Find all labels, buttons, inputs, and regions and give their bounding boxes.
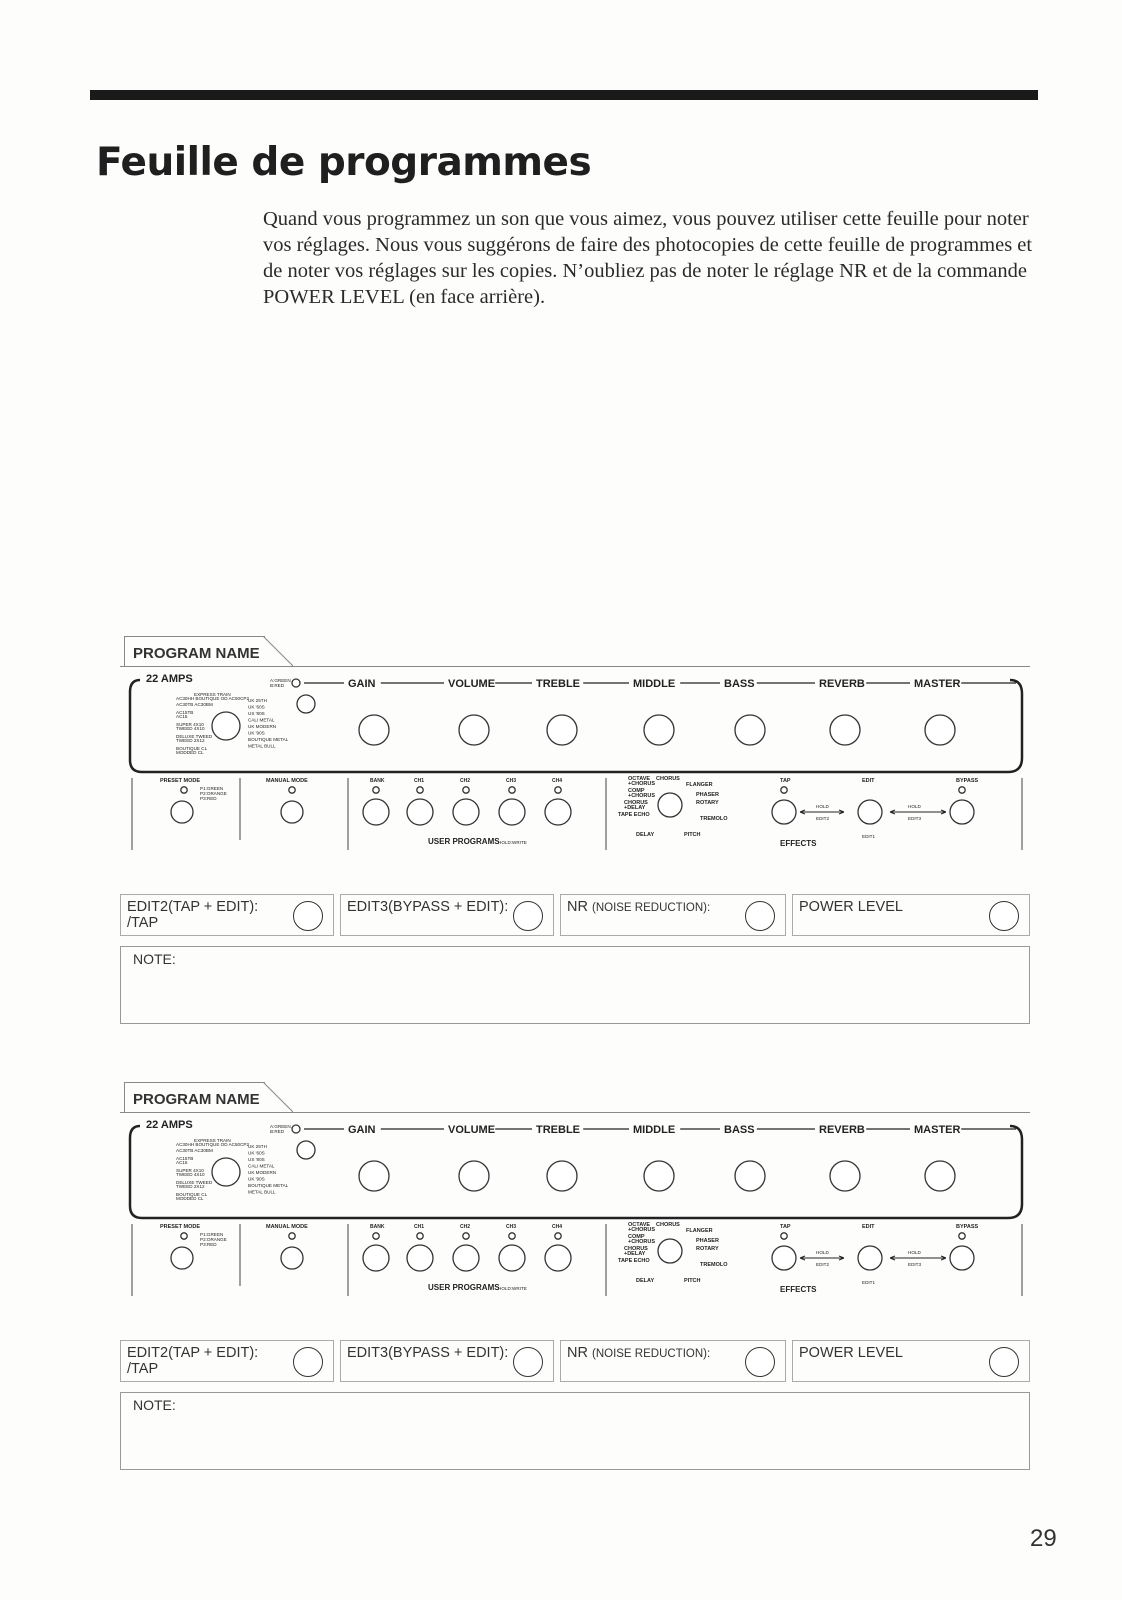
power-level-field[interactable] (792, 894, 1030, 936)
edit2-label: EDIT2(TAP + EDIT): (127, 899, 259, 915)
note-label: NOTE: (133, 1397, 176, 1413)
channel-led (555, 787, 561, 793)
footswitch-ch4 (545, 1245, 571, 1271)
amp-name-right: BOUTIQUE METAL (248, 737, 289, 742)
page-title: Feuille de programmes (96, 140, 592, 185)
effect-name-right: FLANGER (686, 1228, 713, 1234)
hold-write-label: HOLD:WRITE (498, 1286, 527, 1291)
edit2-label: EDIT2(TAP + EDIT): (127, 1345, 259, 1361)
nr-knob (745, 901, 775, 931)
amp-panel-diagram (120, 670, 1030, 890)
bypass-led (959, 787, 965, 793)
amp-name-left: AC15TB (176, 1156, 194, 1161)
edit2-field[interactable] (120, 894, 334, 936)
amp-name-right: UK '90S (248, 730, 265, 736)
channel-led (509, 787, 515, 793)
edit2-knob (293, 1347, 323, 1377)
footswitch-ch1 (407, 799, 433, 825)
channel-led (292, 679, 300, 687)
knob-label: MASTER (914, 678, 961, 690)
edit3-field[interactable] (340, 1340, 554, 1382)
top-rule (90, 90, 1038, 100)
knob-volume (459, 1161, 489, 1191)
knob-label: REVERB (819, 1124, 865, 1136)
amp-name-right: CALI METAL (248, 717, 275, 723)
effect-name-left: +DELAY (624, 1251, 646, 1257)
knob-master (925, 715, 955, 745)
effect-name-left: +DELAY (624, 805, 646, 811)
channel-label: CH3 (506, 1224, 517, 1230)
amp-small-knob (297, 695, 315, 713)
knob-label: GAIN (348, 1124, 376, 1136)
edit3-knob (513, 901, 543, 931)
channel-label: CH1 (414, 1224, 425, 1230)
channel-led (417, 1233, 423, 1239)
effect-name-left: CHORUS (624, 800, 648, 806)
program-sheet-1 (120, 636, 1030, 1036)
edit2-label: EDIT2 (816, 816, 830, 821)
footswitch-bank (363, 1245, 389, 1271)
amp-name-left: BOUTIQUE CL (176, 1192, 208, 1197)
channel-label: BANK (370, 778, 385, 784)
bypass-label: BYPASS (956, 778, 979, 784)
knob-label: BASS (724, 1124, 755, 1136)
knob-gain (359, 1161, 389, 1191)
knob-gain (359, 715, 389, 745)
effects-selector-knob (658, 793, 682, 817)
knob-middle (644, 715, 674, 745)
edit3-label: EDIT3(BYPASS + EDIT): (347, 899, 509, 915)
program-name-label: PROGRAM NAME (133, 1091, 260, 1108)
settings-fields (120, 894, 1030, 938)
channel-label: CH1 (414, 778, 425, 784)
tap-led (781, 787, 787, 793)
effect-name-right: ROTARY (696, 1246, 719, 1252)
amp-name-left: AC30TB AC30BM (176, 1148, 213, 1153)
amp-name-left: AC15TB (176, 710, 194, 715)
power-level-field[interactable] (792, 1340, 1030, 1382)
settings-fields (120, 1340, 1030, 1384)
edit3-knob (513, 1347, 543, 1377)
footswitch-bank (363, 799, 389, 825)
channel-led (463, 787, 469, 793)
edit-label: EDIT (862, 1224, 875, 1230)
channel-label: CH4 (552, 1224, 563, 1230)
channel-label: BANK (370, 1224, 385, 1230)
hold-arrow (800, 810, 844, 814)
edit2-sublabel: /TAP (127, 915, 159, 931)
power-level-label: POWER LEVEL (799, 899, 903, 915)
user-programs-label: USER PROGRAMS (428, 837, 500, 846)
program-name-tab (124, 1082, 265, 1113)
manual-mode-switch (281, 801, 303, 823)
effect-name-right: FLANGER (686, 782, 713, 788)
amp-name-right: BOUTIQUE METAL (248, 1183, 289, 1188)
channel-led (292, 1125, 300, 1133)
effect-name-right: PHASER (696, 792, 719, 798)
knob-middle (644, 1161, 674, 1191)
amp-name-right: UK '90S (248, 1176, 265, 1182)
knob-volume (459, 715, 489, 745)
preset-led (181, 1233, 187, 1239)
knob-label: REVERB (819, 678, 865, 690)
knob-label: TREBLE (536, 678, 580, 690)
hold-arrow (890, 810, 946, 814)
edit-label: EDIT (862, 778, 875, 784)
edit3-field[interactable] (340, 894, 554, 936)
amp-name-right: UK MODERN (248, 724, 277, 729)
channel-led (509, 1233, 515, 1239)
effect-name-right: ROTARY (696, 800, 719, 806)
hold-write-label: HOLD:WRITE (498, 840, 527, 845)
footswitch-ch3 (499, 1245, 525, 1271)
channel-led (373, 1233, 379, 1239)
effect-name-right: CHORUS (656, 1222, 680, 1228)
nr-sublabel: (NOISE REDUCTION): (591, 902, 711, 914)
channel-label: CH4 (552, 778, 563, 784)
footswitch-ch2 (453, 1245, 479, 1271)
footswitch-ch2 (453, 799, 479, 825)
knob-reverb (830, 715, 860, 745)
knob-label: MASTER (914, 1124, 961, 1136)
amp-name-left: EXPRESS TRAIN (194, 1138, 231, 1143)
effect-name-right: TREMOLO (700, 1262, 728, 1268)
amp-name-left: TWEED 4X10 (176, 1172, 205, 1177)
effect-name-left: TAPE ECHO (618, 812, 650, 818)
amp-name-left: SUPER 4X10 (176, 722, 204, 727)
intro-paragraph: Quand vous programmez un son que vous aimez, vous pouvez utiliser cette feuille pour noter vos réglages. Nous vous suggérons de faire des photocopies de cette feuille de programmes et de noter vos réglages sur les copies. N’oubliez pas de noter le réglage NR et de la commande POWER LEVEL (en face arrière). (263, 208, 1033, 308)
bypass-label: BYPASS (956, 1224, 979, 1230)
preset-mode-label: PRESET MODE (160, 778, 201, 784)
bypass-led (959, 1233, 965, 1239)
footswitch-ch3 (499, 799, 525, 825)
nr-label: NR (567, 1345, 588, 1361)
effect-name-right: TREMOLO (700, 816, 728, 822)
manual-mode-label: MANUAL MODE (266, 778, 308, 784)
effect-name-left: TAPE ECHO (618, 1258, 650, 1264)
edit2-field[interactable] (120, 1340, 334, 1382)
amp-name-left: MODDED CL (176, 750, 204, 755)
amp-name-left: AC30HH BOUTIQUE OD AC50CP2 (176, 696, 250, 701)
amp-name-right: UK MODERN (248, 1170, 277, 1175)
preset-mode-switch (171, 801, 193, 823)
effects-label: EFFECTS (780, 1285, 817, 1294)
amp-name-left: BOUTIQUE CL (176, 746, 208, 751)
amp-name-right: US '80S (248, 1157, 265, 1162)
edit2-knob (293, 901, 323, 931)
program-name-line (120, 666, 1030, 667)
edit1-label: EDIT1 (862, 834, 876, 839)
amp-name-left: AC15 (176, 1160, 188, 1165)
knob-label: TREBLE (536, 1124, 580, 1136)
knob-label: MIDDLE (633, 1124, 676, 1136)
nr-knob (745, 1347, 775, 1377)
channel-led (555, 1233, 561, 1239)
effect-name-left: DELAY (636, 832, 655, 838)
edit3-label: EDIT3 (908, 1262, 922, 1267)
knob-label: GAIN (348, 678, 376, 690)
amp-name-left: MODDED CL (176, 1196, 204, 1201)
amps-title: 22 AMPS (146, 1119, 193, 1131)
preset-color-label: P1:GREEN (200, 786, 224, 791)
knob-treble (547, 1161, 577, 1191)
power-level-knob (989, 901, 1019, 931)
knob-treble (547, 715, 577, 745)
amp-name-left: AC15 (176, 714, 188, 719)
preset-color-label: P1:GREEN (200, 1232, 224, 1237)
hold-arrow (890, 1256, 946, 1260)
amp-name-right: US '80S (248, 711, 265, 716)
led-color-label: B:RED (270, 683, 285, 688)
amp-name-left: AC30HH BOUTIQUE OD AC50CP2 (176, 1142, 250, 1147)
amp-name-left: DELUXE TWEED (176, 734, 213, 739)
edit1-label: EDIT1 (862, 1280, 876, 1285)
amp-name-right: CALI METAL (248, 1163, 275, 1169)
hold-label: HOLD (816, 804, 829, 809)
preset-led (181, 787, 187, 793)
edit3-label: EDIT3 (908, 816, 922, 821)
effect-name-left: OCTAVE (628, 776, 651, 782)
tap-led (781, 1233, 787, 1239)
led-color-label: B:RED (270, 1129, 285, 1134)
note-field[interactable] (120, 946, 1030, 1024)
effect-name-left: CHORUS (624, 1246, 648, 1252)
knob-label: VOLUME (448, 1124, 496, 1136)
knob-reverb (830, 1161, 860, 1191)
knob-label: MIDDLE (633, 678, 676, 690)
note-field[interactable] (120, 1392, 1030, 1470)
channel-led (463, 1233, 469, 1239)
note-label: NOTE: (133, 951, 176, 967)
manual-mode-switch (281, 1247, 303, 1269)
channel-led (373, 787, 379, 793)
tap-label: TAP (780, 778, 791, 784)
nr-sublabel: (NOISE REDUCTION): (591, 1348, 711, 1360)
nr-field[interactable] (560, 1340, 786, 1382)
effect-name-right: PITCH (684, 832, 701, 838)
effects-selector-knob (658, 1239, 682, 1263)
amp-name-left: TWEED 2X12 (176, 1184, 205, 1189)
knob-label: BASS (724, 678, 755, 690)
led-color-label: A:GREEN (270, 678, 291, 683)
amp-name-left: TWEED 2X12 (176, 738, 205, 743)
led-color-label: A:GREEN (270, 1124, 291, 1129)
amp-name-left: TWEED 4X10 (176, 726, 205, 731)
knob-bass (735, 715, 765, 745)
tap-footswitch (772, 800, 796, 824)
amp-panel-diagram (120, 1116, 1030, 1336)
knob-label: VOLUME (448, 678, 496, 690)
effects-label: EFFECTS (780, 839, 817, 848)
amp-name-left: AC30TB AC30BM (176, 702, 213, 707)
preset-mode-switch (171, 1247, 193, 1269)
nr-field[interactable] (560, 894, 786, 936)
amp-name-right: UK '60S (248, 1150, 265, 1156)
amp-name-right: UK '60S (248, 704, 265, 710)
program-sheet-2 (120, 1082, 1030, 1482)
knob-bass (735, 1161, 765, 1191)
program-name-line (120, 1112, 1030, 1113)
edit-footswitch (858, 1246, 882, 1270)
channel-led (417, 787, 423, 793)
effect-name-right: CHORUS (656, 776, 680, 782)
program-name-label: PROGRAM NAME (133, 645, 260, 662)
footswitch-ch1 (407, 1245, 433, 1271)
effect-name-right: PHASER (696, 1238, 719, 1244)
amps-title: 22 AMPS (146, 673, 193, 685)
page-number: 29 (1030, 1525, 1057, 1552)
effect-name-left: +CHORUS (628, 781, 656, 787)
edit2-label: EDIT2 (816, 1262, 830, 1267)
manual-mode-label: MANUAL MODE (266, 1224, 308, 1230)
hold-label: HOLD (908, 804, 921, 809)
amp-name-right: UK 25TH (248, 698, 267, 703)
preset-color-label: P2:ORANGE (200, 1237, 227, 1242)
amp-name-left: EXPRESS TRAIN (194, 692, 231, 697)
edit3-label: EDIT3(BYPASS + EDIT): (347, 1345, 509, 1361)
preset-mode-label: PRESET MODE (160, 1224, 201, 1230)
power-level-label: POWER LEVEL (799, 1345, 903, 1361)
effect-name-left: OCTAVE (628, 1222, 651, 1228)
amp-name-right: METAL BULL (248, 743, 276, 749)
amp-name-left: SUPER 4X10 (176, 1168, 204, 1173)
effect-name-left: COMP (628, 788, 645, 794)
preset-color-label: P2:ORANGE (200, 791, 227, 796)
channel-label: CH2 (460, 1224, 471, 1230)
amp-name-right: METAL BULL (248, 1189, 276, 1195)
channel-label: CH2 (460, 778, 471, 784)
amp-selector-knob (212, 712, 240, 740)
amp-name-right: UK 25TH (248, 1144, 267, 1149)
knob-master (925, 1161, 955, 1191)
effect-name-left: DELAY (636, 1278, 655, 1284)
bypass-footswitch (950, 1246, 974, 1270)
channel-label: CH3 (506, 778, 517, 784)
manual-led (289, 787, 295, 793)
nr-label: NR (567, 899, 588, 915)
bypass-footswitch (950, 800, 974, 824)
user-programs-label: USER PROGRAMS (428, 1283, 500, 1292)
preset-color-label: P3:RED (200, 796, 217, 801)
effect-name-left: +CHORUS (628, 793, 656, 799)
edit2-sublabel: /TAP (127, 1361, 159, 1377)
effect-name-left: +CHORUS (628, 1239, 656, 1245)
effect-name-left: +CHORUS (628, 1227, 656, 1233)
preset-color-label: P3:RED (200, 1242, 217, 1247)
hold-label: HOLD (908, 1250, 921, 1255)
effect-name-right: PITCH (684, 1278, 701, 1284)
amp-selector-knob (212, 1158, 240, 1186)
edit-footswitch (858, 800, 882, 824)
hold-arrow (800, 1256, 844, 1260)
amp-name-left: DELUXE TWEED (176, 1180, 213, 1185)
tap-footswitch (772, 1246, 796, 1270)
program-name-tab (124, 636, 265, 667)
hold-label: HOLD (816, 1250, 829, 1255)
power-level-knob (989, 1347, 1019, 1377)
effect-name-left: COMP (628, 1234, 645, 1240)
footswitch-ch4 (545, 799, 571, 825)
manual-led (289, 1233, 295, 1239)
amp-small-knob (297, 1141, 315, 1159)
tap-label: TAP (780, 1224, 791, 1230)
